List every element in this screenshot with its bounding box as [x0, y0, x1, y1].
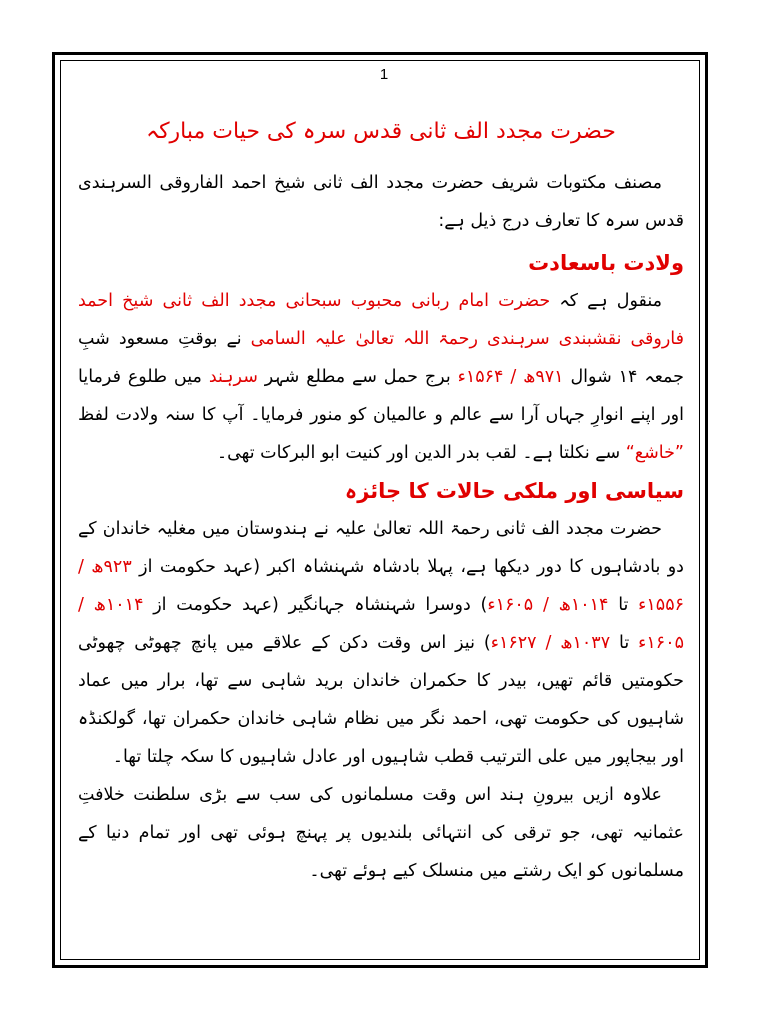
text-run: منقول ہے کہ [550, 291, 662, 311]
text-run: ) دوسرا شہنشاہ جہانگیر (عہد حکومت از [143, 595, 488, 615]
section-heading-political: سیاسی اور ملکی حالات کا جائزہ [344, 479, 684, 503]
birth-paragraph [78, 282, 684, 472]
text-run: ) نیز اس وقت دکن کے علاقے میں پانچ چھوٹی چھوٹی حکومتیں قائم تھیں، بیدر کا حکمران خاندان برید شاہی سے تھا، برار میں عماد شاہیوں کی حکومت تھی، احمد نگر میں نظام شاہی خاندان حکمران تھا، گولکنڈہ اور بیجاپور میں علی الترتیب قطب شاہیوں اور عادل شاہیوں کا سکہ چلتا تھا۔ [78, 633, 684, 767]
text-run: حضرت مجدد الف ثانی رحمۃ اللہ تعالیٰ علیہ نے ہندوستان میں مغلیہ خاندان کے دو بادشاہوں کا دور دیکھا ہے، پہلا بادشاہ شہنشاہ اکبر (عہد حکومت از [78, 519, 684, 577]
highlighted-word: ”خاشع“ [625, 443, 684, 463]
text-run: میں طلوع فرمایا اور اپنے انوارِ جہاں آرا سے عالم و عالمیان کو منور فرمایا۔ آپ کا سنہ ولادت لفظ [78, 367, 684, 425]
page-number: 1 [379, 66, 389, 83]
section-heading-birth: ولادت باسعادت [528, 251, 684, 275]
intro-paragraph: مصنف مکتوبات شریف حضرت مجدد الف ثانی شیخ احمد الفاروقی السرہندی قدس سرہ کا تعارف درج ذیل ہے: [78, 173, 684, 231]
text-run: برج حمل سے مطلع شہر [257, 367, 458, 387]
highlighted-place: سرہند [208, 367, 258, 387]
highlighted-date: ۱۰۳۷ھ / ۱۶۲۷ء [490, 633, 611, 653]
document-title: حضرت مجدد الف ثانی قدس سرہ کی حیات مبارکہ [146, 119, 616, 144]
highlighted-date: ۱۰۱۴ھ / ۱۶۰۵ء [78, 595, 684, 653]
text-run: تا [608, 595, 639, 615]
text-run: تا [610, 633, 639, 653]
text-run: نے بوقتِ مسعود شبِ جمعہ ۱۴ شوال [78, 329, 684, 387]
document-body [78, 112, 684, 890]
political-paragraph [78, 510, 684, 776]
text-run: سے نکلتا ہے۔ لقب بدر الدین اور کنیت ابو البرکات تھی۔ [216, 443, 626, 463]
ottoman-paragraph: علاوہ ازیں بیرونِ ہند اس وقت مسلمانوں کی سب سے بڑی سلطنت خلافتِ عثمانیہ تھی، جو ترقی کی انتہائی بلندیوں پر پہنچ ہوئی تھی اور تمام دنیا کے مسلمانوں کو ایک رشتے میں منسلک کیے ہوئے تھی۔ [78, 785, 684, 881]
highlighted-date: ۹۷۱ھ / ۱۵۶۴ء [457, 367, 564, 387]
highlighted-date: ۱۰۱۴ھ / ۱۶۰۵ء [487, 595, 609, 615]
highlighted-name: حضرت امام ربانی محبوب سبحانی مجدد الف ثانی شیخ احمد فاروقی نقشبندی سرہندی رحمۃ اللہ تعالیٰ علیہ السامی [78, 291, 684, 349]
highlighted-date: ۹۲۳ھ / ۱۵۵۶ء [78, 557, 684, 615]
